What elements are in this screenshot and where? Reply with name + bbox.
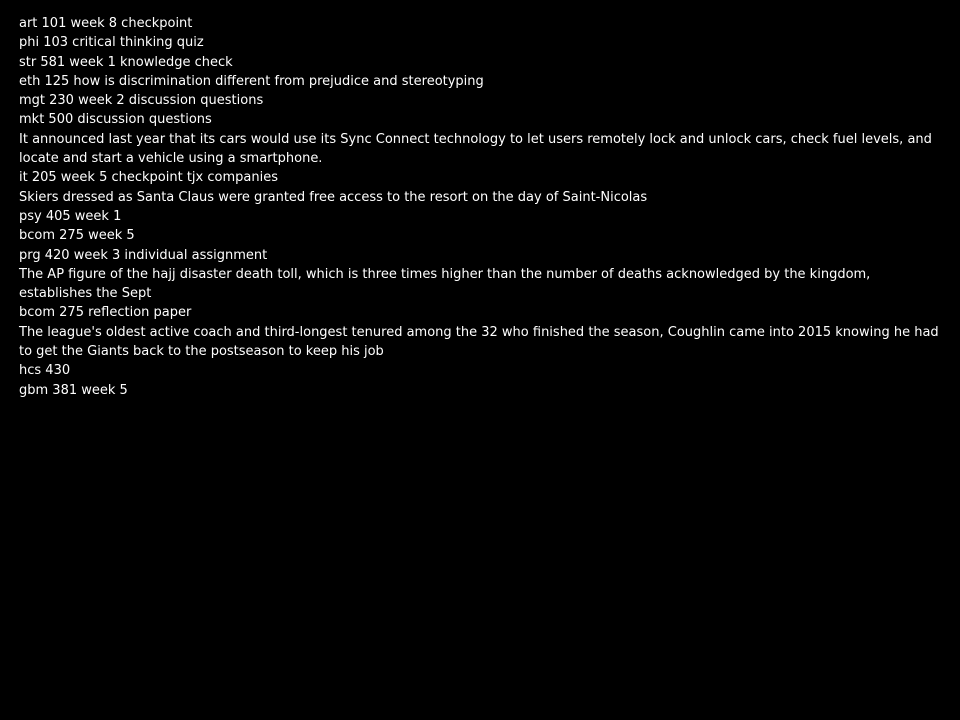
- text-line: mkt 500 discussion questions: [19, 112, 212, 128]
- text-line: bcom 275 reflection paper: [19, 305, 192, 321]
- text-line: prg 420 week 3 individual assignment: [19, 247, 268, 263]
- text-line: str 581 week 1 knowledge check: [19, 54, 233, 70]
- text-paragraph: The AP figure of the hajj disaster death toll, which is three times higher than the number of deaths acknowledged by the kingdom, establishes the Sept: [19, 266, 871, 302]
- text-paragraph: The league's oldest active coach and third-longest tenured among the 32 who finished the season, Coughlin came into 2015 knowing he had to get the Giants back to the postseason to keep his job: [19, 324, 939, 360]
- text-line: it 205 week 5 checkpoint tjx companies: [19, 170, 278, 186]
- text-line: mgt 230 week 2 discussion questions: [19, 93, 264, 109]
- text-line: art 101 week 8 checkpoint: [19, 16, 193, 31]
- text-line: gbm 381 week 5: [19, 382, 128, 398]
- text-line: phi 103 critical thinking quiz: [19, 35, 204, 51]
- text-line: eth 125 how is discrimination different from prejudice and stereotyping: [19, 73, 484, 89]
- text-line: hcs 430: [19, 363, 71, 379]
- text-line: Skiers dressed as Santa Claus were granted free access to the resort on the day of Saint-Nicolas: [19, 189, 648, 205]
- text-paragraph: It announced last year that its cars would use its Sync Connect technology to let users remotely lock and unlock cars, check fuel levels, and locate and start a vehicle using a smartphone.: [19, 131, 932, 167]
- text-line: bcom 275 week 5: [19, 228, 135, 244]
- text-document: [19, 14, 941, 400]
- text-line: psy 405 week 1: [19, 208, 122, 224]
